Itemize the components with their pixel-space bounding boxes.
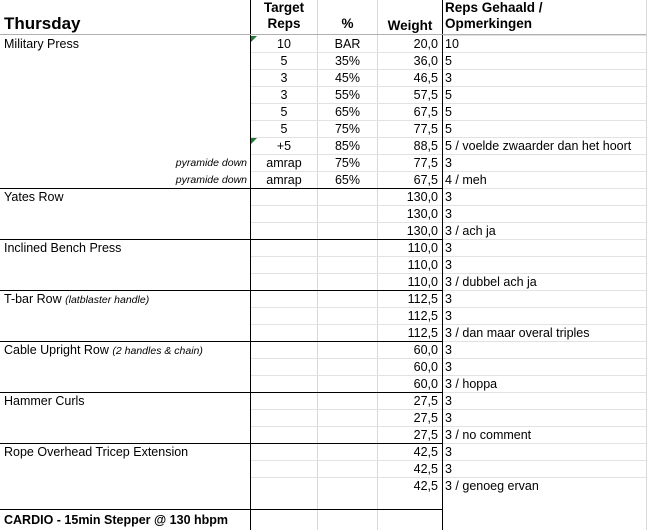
comment-indicator-icon (251, 36, 257, 42)
target-reps: amrap (266, 156, 302, 170)
reps-done-value: 5 (445, 122, 452, 136)
table-row (0, 392, 649, 409)
weight-value: 57,5 (413, 88, 438, 102)
exercise-label: Hammer Curls (4, 394, 85, 408)
target-reps: 3 (280, 71, 288, 85)
weight-value: 27,5 (413, 428, 438, 442)
reps-done-header-line2: Opmerkingen (445, 16, 533, 31)
percent-value: 85% (334, 139, 361, 153)
day-title: Thursday (4, 14, 81, 33)
reps-done-value: 3 / ach ja (445, 224, 496, 238)
reps-done-value: 3 (445, 292, 452, 306)
table-row (0, 307, 649, 324)
exercise-name (4, 36, 79, 52)
reps-done-value: 3 / hoppa (445, 377, 498, 391)
reps-done-value: 3 (445, 309, 452, 323)
set-note: pyramide down (175, 157, 247, 169)
target-reps: 3 (280, 88, 288, 102)
table-row (0, 273, 649, 290)
target-reps-header-line2: Reps (267, 16, 301, 31)
exercise-label: Yates Row (4, 190, 64, 204)
exercise-label: Military Press (4, 37, 80, 51)
table-row (0, 358, 649, 375)
table-row (0, 409, 649, 426)
table-row (0, 426, 649, 443)
table-row (0, 86, 649, 103)
weight-value: 88,5 (413, 139, 438, 153)
reps-done-value: 5 / voelde zwaarder dan het hoort (445, 139, 632, 153)
reps-done-value: 3 (445, 462, 452, 476)
reps-done-header-line1: Reps Gehaald / (445, 0, 543, 15)
weight-value: 112,5 (407, 326, 438, 340)
table-row (0, 52, 649, 69)
percent-value: 65% (334, 105, 361, 119)
reps-done-value: 3 (445, 411, 452, 425)
percent-value: 75% (334, 122, 361, 136)
weight-value: 77,5 (413, 122, 438, 136)
exercise-label: Inclined Bench Press (4, 241, 122, 255)
reps-done-value: 10 (445, 37, 459, 51)
exercise-name (4, 240, 121, 256)
percent-value: 45% (334, 71, 361, 85)
reps-done-value: 5 (445, 54, 452, 68)
reps-done-value: 3 (445, 445, 452, 459)
weight-header: Weight (387, 18, 433, 33)
percent-value: 35% (334, 54, 361, 68)
weight-value: 60,0 (413, 343, 438, 357)
table-row (0, 154, 649, 171)
percent-value: 75% (334, 156, 361, 170)
table-row (0, 324, 649, 341)
percent-value: BAR (334, 37, 361, 51)
reps-done-value: 3 / genoeg ervan (445, 479, 539, 493)
reps-done-value: 3 (445, 241, 452, 255)
weight-value: 130,0 (406, 190, 438, 204)
reps-done-value: 3 / dubbel ach ja (445, 275, 537, 289)
exercise-name (4, 342, 203, 359)
weight-value: 42,5 (413, 462, 438, 476)
table-row (0, 120, 649, 137)
target-reps-header-line1: Target (263, 0, 305, 15)
exercise-note: (2 handles & chain) (112, 345, 203, 357)
weight-value: 42,5 (413, 479, 438, 493)
weight-value: 27,5 (413, 411, 438, 425)
reps-done-value: 3 (445, 71, 452, 85)
weight-value: 110,0 (407, 275, 438, 289)
weight-value: 130,0 (406, 207, 438, 221)
exercise-name (4, 393, 85, 409)
reps-done-value: 3 (445, 360, 452, 374)
table-row (0, 205, 649, 222)
target-reps: 10 (277, 37, 291, 51)
target-reps: 5 (280, 54, 288, 68)
weight-value: 112,5 (407, 309, 438, 323)
target-reps: +5 (276, 139, 292, 153)
table-row (0, 239, 649, 256)
weight-value: 110,0 (407, 241, 438, 255)
table-row (0, 460, 649, 477)
percent-value: 65% (334, 173, 361, 187)
target-reps: 5 (280, 105, 288, 119)
weight-value: 60,0 (413, 377, 438, 391)
exercise-name (4, 291, 149, 308)
exercise-name (4, 444, 188, 460)
weight-value: 67,5 (413, 173, 438, 187)
weight-value: 46,5 (413, 71, 438, 85)
comment-indicator-icon (251, 138, 257, 144)
exercise-label: Rope Overhead Tricep Extension (4, 445, 189, 459)
exercise-note: (latblaster handle) (65, 294, 150, 306)
reps-done-value: 3 (445, 258, 452, 272)
weight-value: 67,5 (413, 105, 438, 119)
table-row (0, 290, 649, 307)
reps-done-value: 3 (445, 190, 452, 204)
weight-value: 112,5 (407, 292, 438, 306)
percent-header: % (341, 16, 354, 31)
weight-value: 77,5 (413, 156, 438, 170)
target-reps: 5 (280, 122, 288, 136)
table-row (0, 375, 649, 392)
table-row (0, 35, 649, 52)
cardio-footer: CARDIO - 15min Stepper @ 130 hbpm (4, 513, 229, 527)
weight-value: 42,5 (413, 445, 438, 459)
weight-value: 20,0 (413, 37, 438, 51)
target-reps: amrap (266, 173, 302, 187)
table-row (0, 341, 649, 358)
table-row (0, 171, 649, 188)
exercise-label: T-bar Row (4, 292, 62, 306)
weight-value: 36,0 (413, 54, 438, 68)
table-row (0, 222, 649, 239)
reps-done-value: 5 (445, 88, 452, 102)
set-note: pyramide down (175, 174, 247, 186)
footer-separator (0, 509, 442, 510)
weight-value: 130,0 (406, 224, 438, 238)
weight-value: 27,5 (413, 394, 438, 408)
reps-done-value: 3 (445, 394, 452, 408)
reps-done-value: 3 (445, 343, 452, 357)
exercise-name (4, 189, 64, 205)
table-row (0, 477, 649, 494)
table-row (0, 443, 649, 460)
reps-done-value: 3 / no comment (445, 428, 532, 442)
reps-done-value: 4 / meh (445, 173, 487, 187)
weight-value: 60,0 (413, 360, 438, 374)
exercise-label: Cable Upright Row (4, 343, 109, 357)
table-row (0, 137, 649, 154)
reps-done-value: 5 (445, 105, 452, 119)
percent-value: 55% (334, 88, 361, 102)
reps-done-value: 3 (445, 207, 452, 221)
weight-value: 110,0 (407, 258, 438, 272)
table-row (0, 103, 649, 120)
table-row (0, 256, 649, 273)
table-row (0, 69, 649, 86)
reps-done-value: 3 (445, 156, 452, 170)
table-row (0, 188, 649, 205)
reps-done-value: 3 / dan maar overal triples (445, 326, 590, 340)
